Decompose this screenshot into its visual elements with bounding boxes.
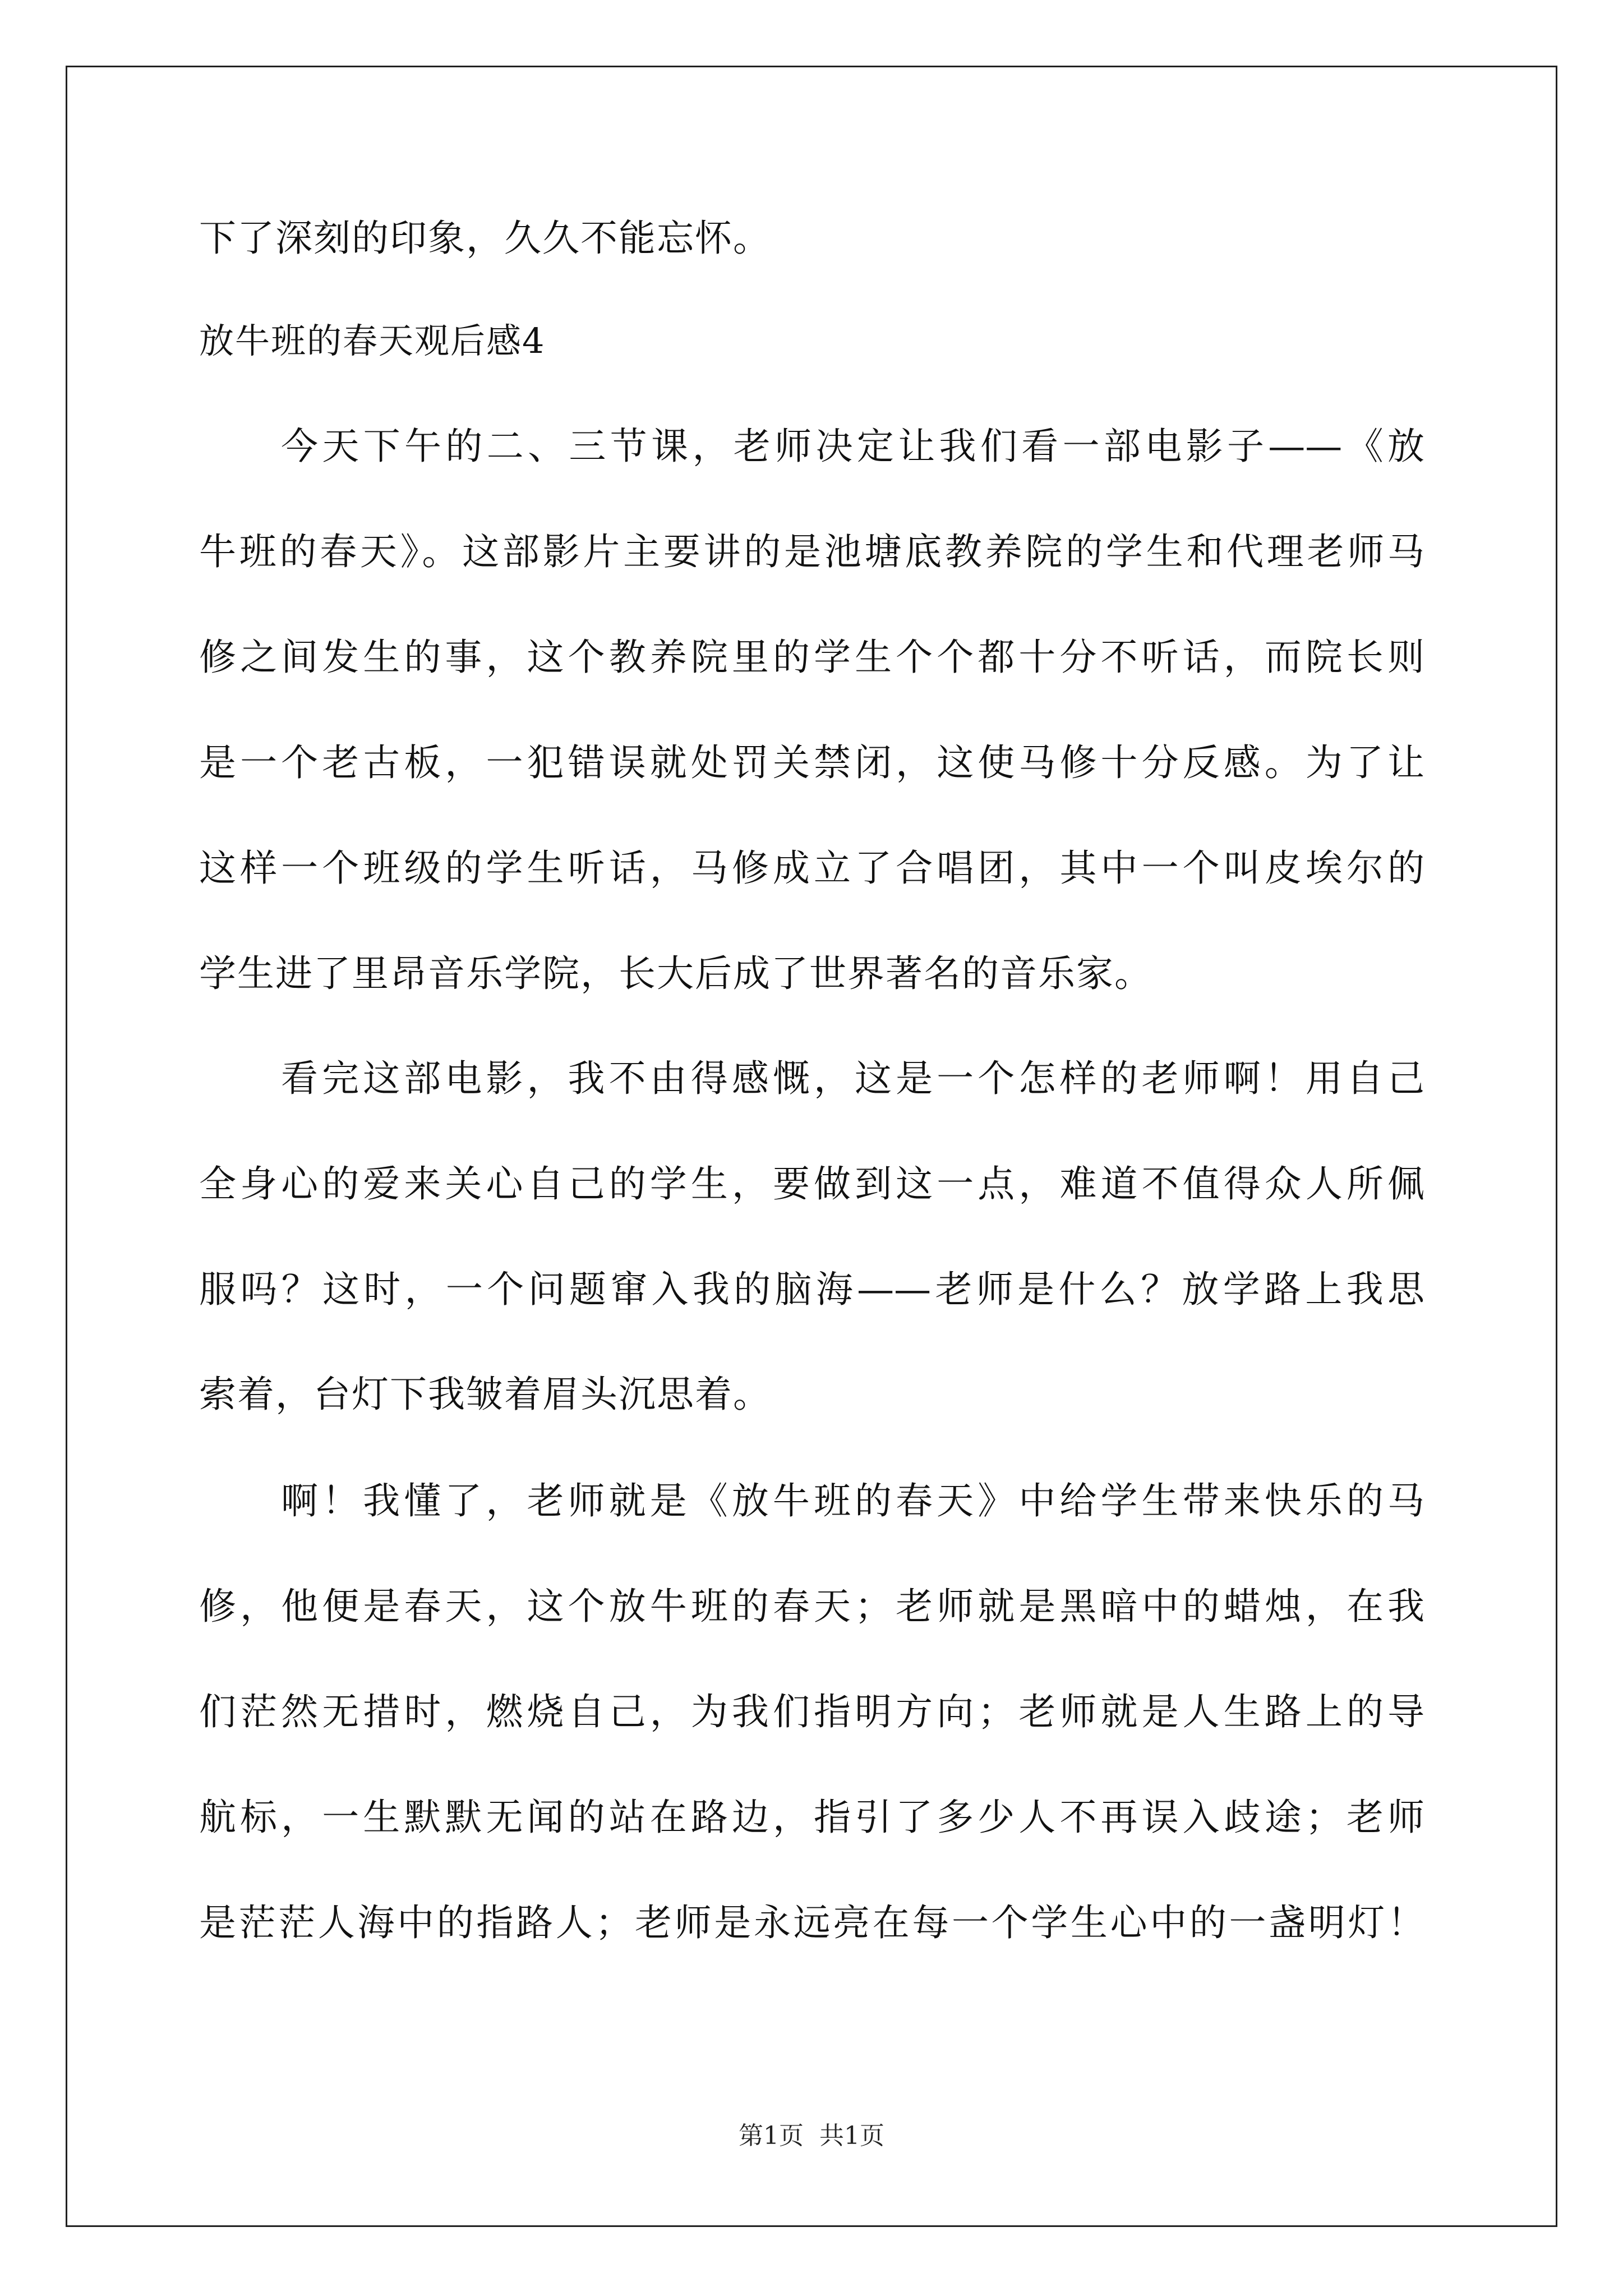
text-line: 修之间发生的事，这个教养院里的学生个个都十分不听话，而院长则 xyxy=(199,636,1424,679)
text-line: 下了深刻的印象，久久不能忘怀。 xyxy=(199,217,771,260)
text-line: 学生进了里昂音乐学院，长大后成了世界著名的音乐家。 xyxy=(199,952,1152,995)
text-line: 是茫茫人海中的指路人；老师是永远亮在每一个学生心中的一盏明灯！ xyxy=(199,1901,1424,1944)
text-line: 修，他便是春天，这个放牛班的春天；老师就是黑暗中的蜡烛，在我 xyxy=(199,1585,1424,1628)
text-line: 今天下午的二、三节课，老师决定让我们看一部电影子——《放 xyxy=(281,425,1424,468)
text-line: 看完这部电影，我不由得感慨，这是一个怎样的老师啊！用自己 xyxy=(281,1057,1424,1100)
text-line: 啊！我懂了，老师就是《放牛班的春天》中给学生带来快乐的马 xyxy=(281,1479,1424,1522)
section-heading: 放牛班的春天观后感4 xyxy=(199,320,546,361)
text-line: 索着，台灯下我皱着眉头沉思着。 xyxy=(199,1373,771,1416)
page-footer xyxy=(0,2120,1623,2152)
text-line: 是一个老古板，一犯错误就处罚关禁闭，这使马修十分反感。为了让 xyxy=(199,741,1424,784)
page-total: 共1页 xyxy=(819,2122,884,2150)
text-line: 这样一个班级的学生听话，马修成立了合唱团，其中一个叫皮埃尔的 xyxy=(199,846,1424,890)
text-line: 航标，一生默默无闻的站在路边，指引了多少人不再误入歧途；老师 xyxy=(199,1796,1424,1839)
text-line: 全身心的爱来关心自己的学生，要做到这一点，难道不值得众人所佩 xyxy=(199,1162,1424,1205)
text-line: 牛班的春天》。这部影片主要讲的是池塘底教养院的学生和代理老师马 xyxy=(199,530,1424,573)
text-line: 们茫然无措时，燃烧自己，为我们指明方向；老师就是人生路上的导 xyxy=(199,1690,1424,1733)
text-line: 服吗？这时，一个问题窜入我的脑海——老师是什么？放学路上我思 xyxy=(199,1268,1424,1311)
page-number: 第1页 xyxy=(739,2122,804,2150)
